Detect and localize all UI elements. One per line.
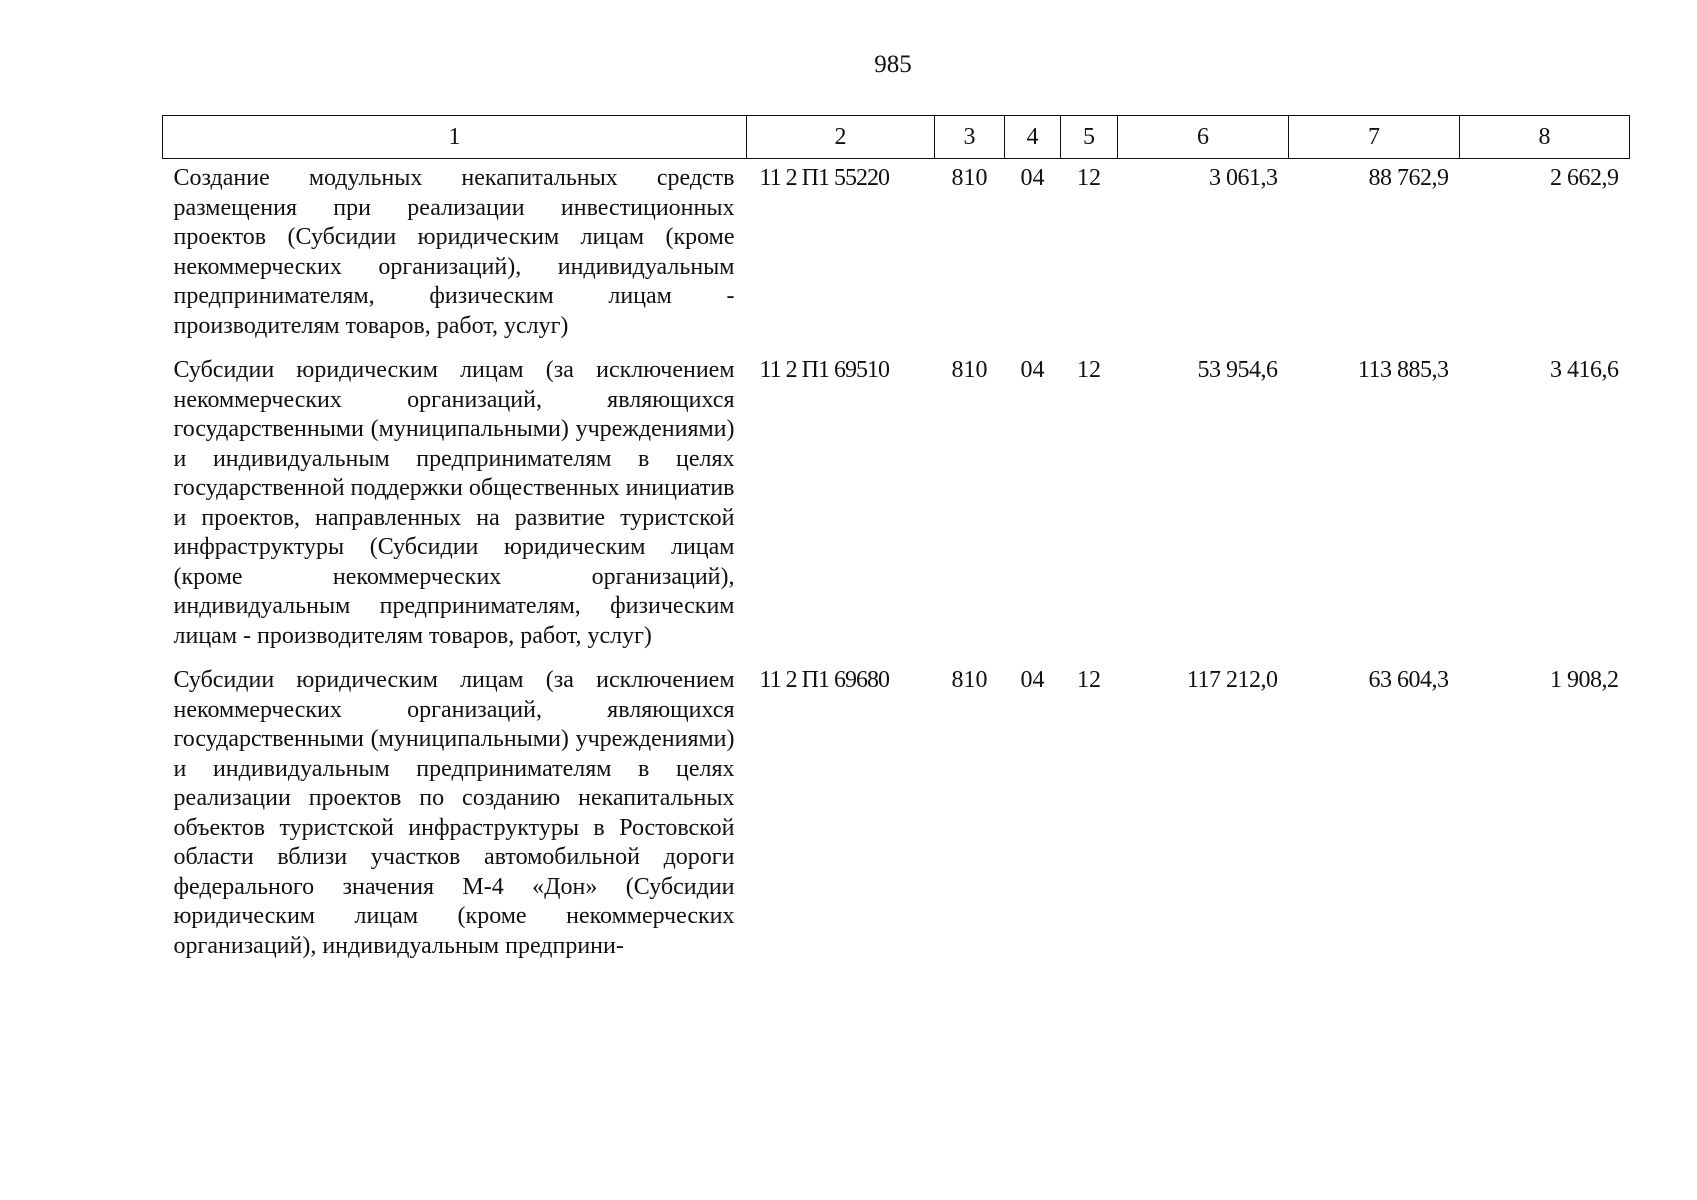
- row-target-code: 11 2 П1 69680: [759, 667, 889, 693]
- page-number: 985: [874, 51, 912, 78]
- row-amount-col6: 3 061,3: [1209, 165, 1278, 191]
- column-header-2: 2: [747, 116, 935, 159]
- row-description: Субсидии юридическим лицам (за исключением некоммерческих организаций, являющихся государственными (муниципальными) учреждениями) и индивидуальным предпринимателям в целях государственной поддержки общественных инициатив и проектов, направленных на развитие туристской инфраструктуры (Субсидии юридическим лицам (кроме некоммерческих организаций), индивидуальным предпринимателям, физическим лицам - производителям товаров, работ, услуг): [173, 357, 735, 649]
- table-body: [163, 159, 1630, 972]
- row-amount-col6: 117 212,0: [1186, 667, 1278, 693]
- row-amount-col7: 113 885,3: [1357, 357, 1449, 383]
- row-amount-col7: 88 762,9: [1368, 165, 1449, 191]
- budget-table: [162, 115, 1630, 971]
- budget-table-container: [162, 115, 1629, 971]
- column-header-1: 1: [163, 116, 747, 159]
- column-header-8: 8: [1460, 116, 1630, 159]
- row-amount-col7: 63 604,3: [1368, 667, 1449, 693]
- column-header-7: 7: [1289, 116, 1460, 159]
- column-header-5: 5: [1061, 116, 1118, 159]
- row-description: Субсидии юридическим лицам (за исключением некоммерческих организаций, являющихся государственными (муниципальными) учреждениями) и индивидуальным предпринимателям в целях реализации проектов по созданию некапитальных объектов туристской инфраструктуры в Ростовской области вблизи участков автомобильной дороги федерального значения М-4 «Дон» (Субсидии юридическим лицам (кроме некоммерческих организаций), индивидуальным предприни-: [173, 667, 735, 959]
- row-subsection: 12: [1077, 357, 1101, 383]
- column-header-3: 3: [935, 116, 1005, 159]
- table-row: [163, 661, 1630, 971]
- row-section: 04: [1020, 357, 1045, 383]
- table-row: [163, 351, 1630, 661]
- table-header: [163, 116, 1630, 159]
- row-amount-col8: 2 662,9: [1550, 165, 1619, 191]
- row-amount-col8: 3 416,6: [1550, 357, 1619, 383]
- row-expense-type: 810: [951, 357, 988, 383]
- row-section: 04: [1020, 667, 1045, 693]
- row-target-code: 11 2 П1 55220: [759, 165, 889, 191]
- table-row: [163, 159, 1630, 352]
- row-subsection: 12: [1077, 667, 1101, 693]
- row-expense-type: 810: [951, 165, 988, 191]
- row-subsection: 12: [1077, 165, 1101, 191]
- column-header-6: 6: [1118, 116, 1289, 159]
- row-amount-col8: 1 908,2: [1550, 667, 1619, 693]
- row-section: 04: [1020, 165, 1045, 191]
- row-target-code: 11 2 П1 69510: [759, 357, 889, 383]
- row-expense-type: 810: [951, 667, 988, 693]
- row-amount-col6: 53 954,6: [1197, 357, 1278, 383]
- header-row: [163, 116, 1630, 159]
- column-header-4: 4: [1005, 116, 1061, 159]
- row-description: Создание модульных некапитальных средств размещения при реализации инвестиционных проектов (Субсидии юридическим лицам (кроме некоммерческих организаций), индивидуальным предпринимателям, физическим лицам - производителям товаров, работ, услуг): [173, 165, 735, 339]
